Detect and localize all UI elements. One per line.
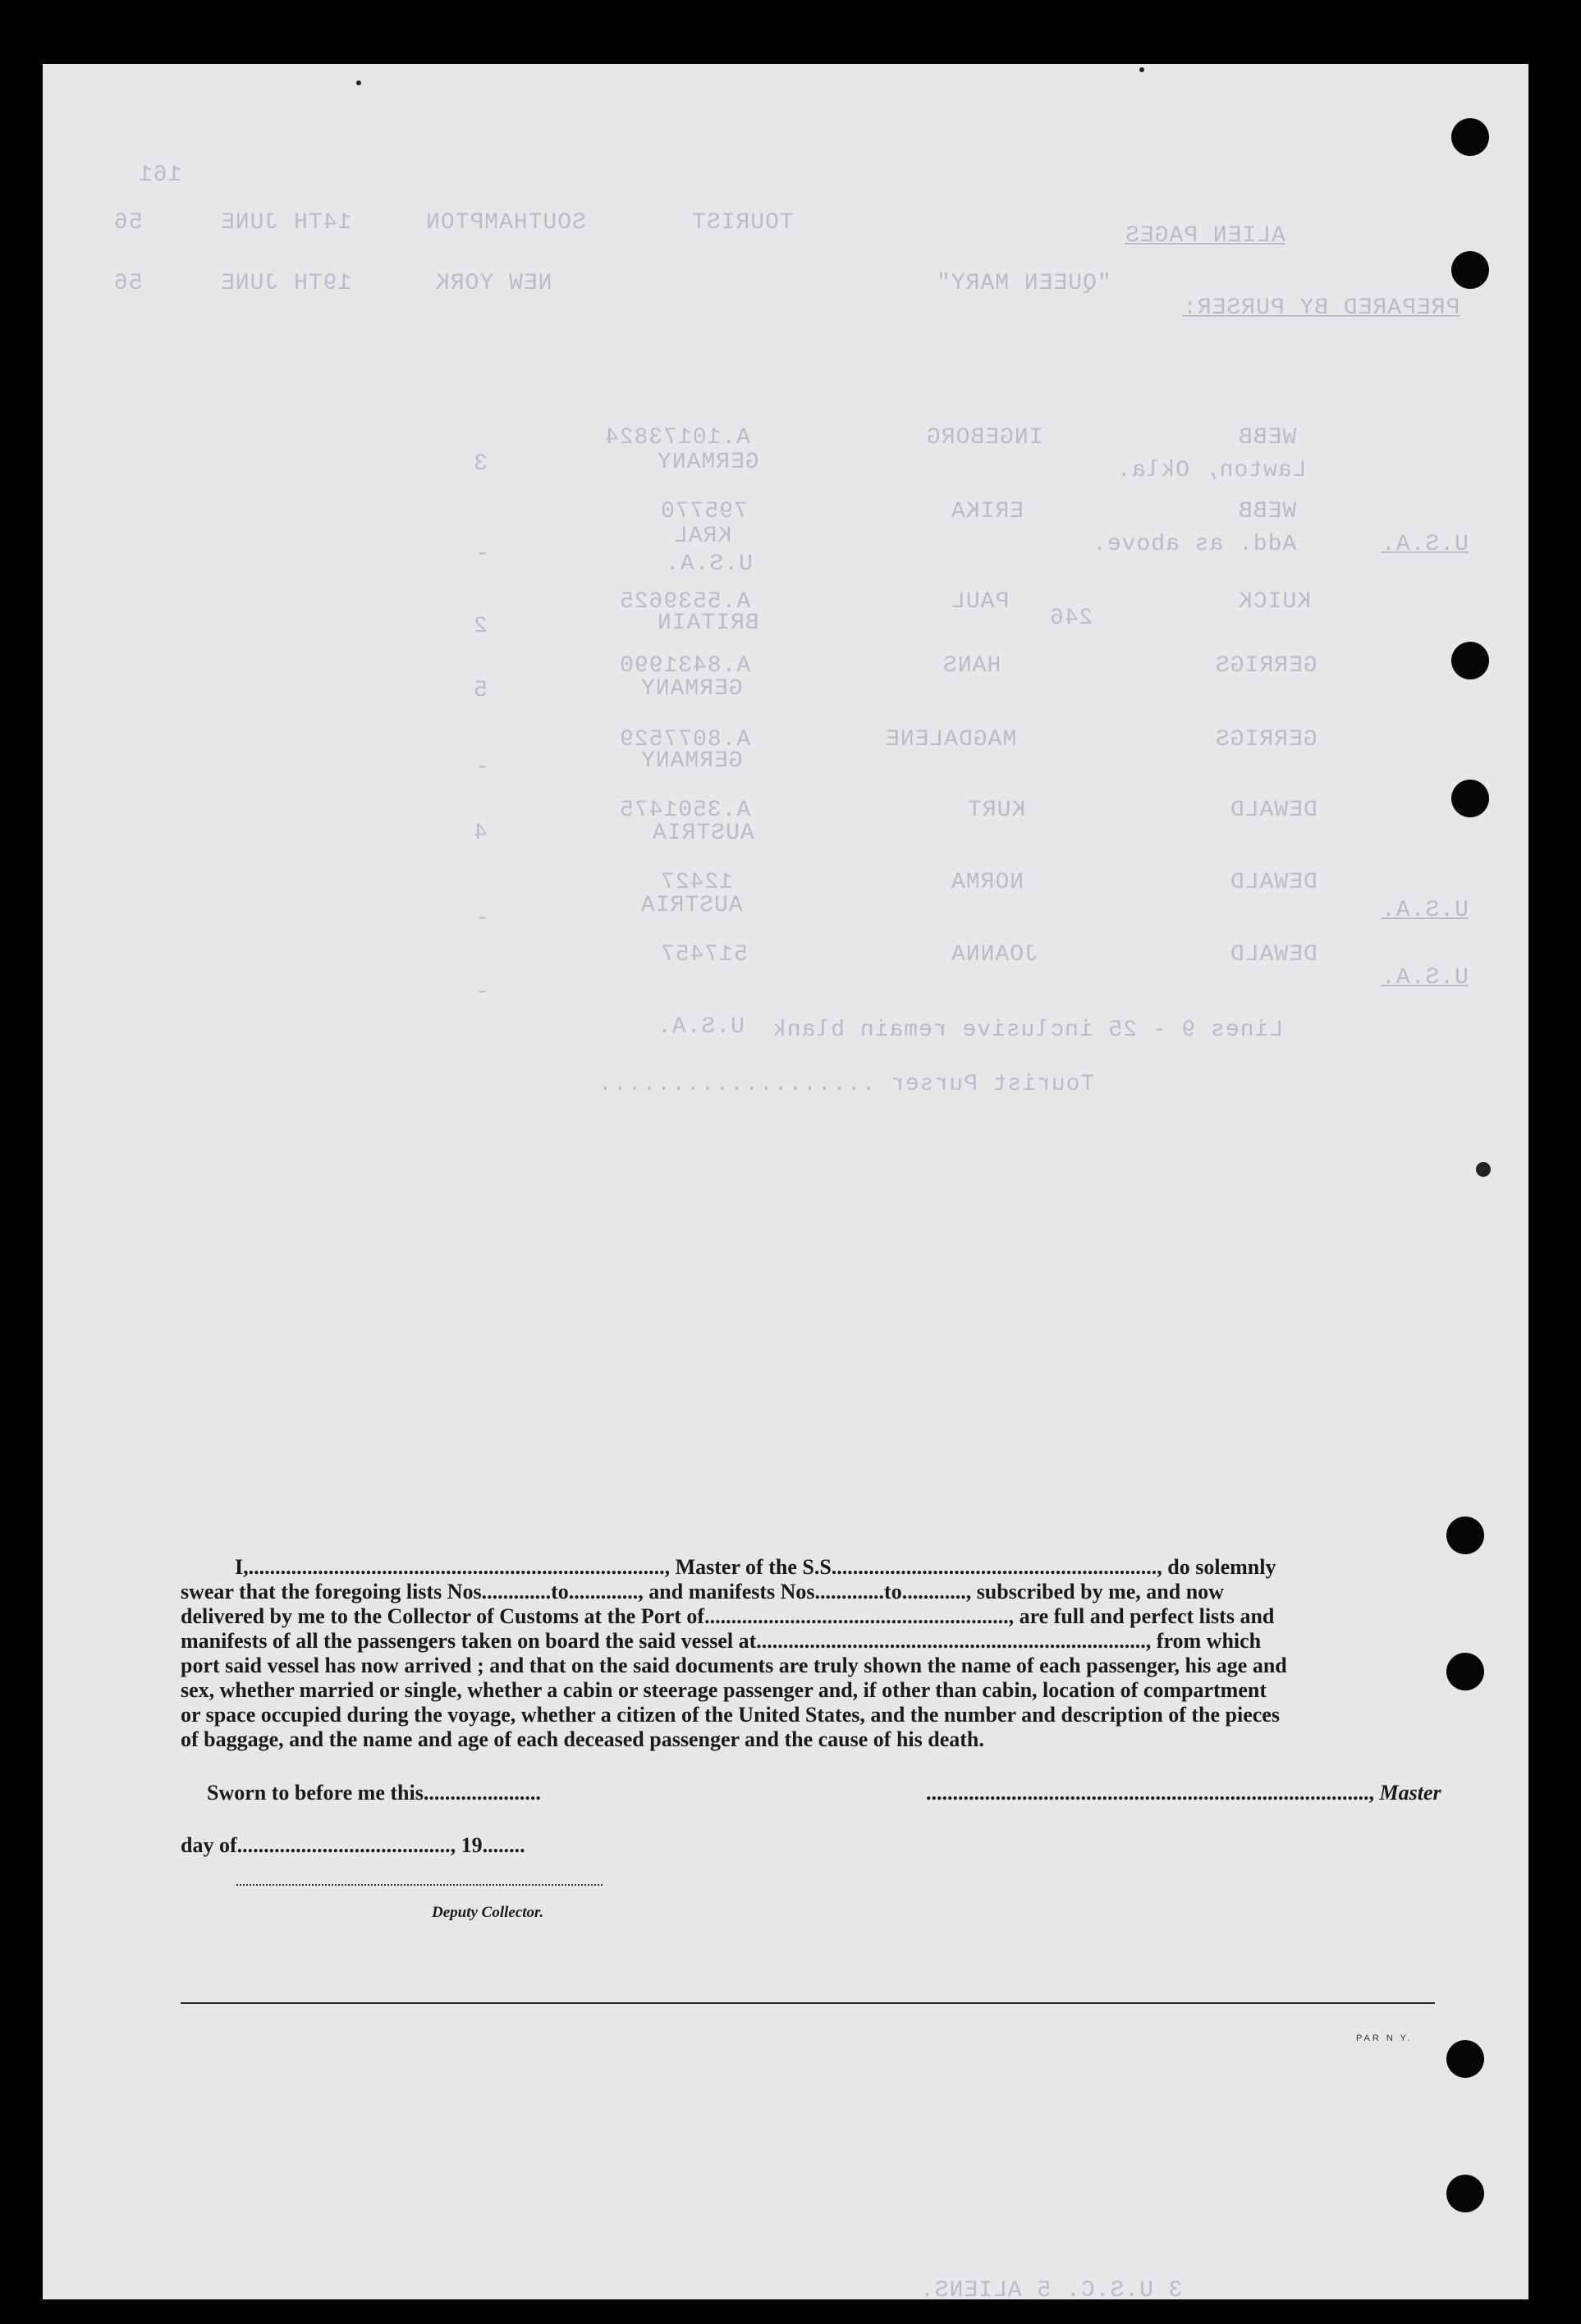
bleed-header-col2: SOUTHAMPTON	[425, 210, 586, 236]
bleed-entry-num: -	[474, 755, 489, 780]
sworn-line: Sworn to before me this......................	[207, 1781, 541, 1805]
bleed-entry-given: MAGDALENE	[885, 727, 1017, 753]
bleed-entry-country: U.S.A.	[657, 1014, 745, 1040]
punch-hole	[1451, 118, 1489, 156]
bleed-bottom-note: 3 U.S.C. 5 ALIENS.	[919, 2278, 1183, 2303]
bleed-entry-doc: 517457	[660, 942, 748, 968]
bleed-entry-country: BRITAIN	[657, 611, 759, 636]
bleed-signature-line: Tourist Purser ...................	[598, 1072, 1095, 1097]
bleed-entry-surname: GERRIGS	[1215, 653, 1318, 679]
ink-speck	[356, 80, 361, 85]
bleed-usa-mark: U.S.A.	[1381, 898, 1469, 923]
bleed-entry-doc: A.8431990	[619, 653, 751, 679]
bleed-usa-mark: U.S.A.	[1381, 965, 1469, 990]
bleed-entry-surname: DEWALD	[1230, 942, 1318, 968]
punch-hole	[1446, 2175, 1484, 2212]
bleed-entry-given: KURT	[967, 798, 1026, 823]
master-oath	[181, 1555, 1437, 1752]
bleed-entry-given: HANS	[942, 653, 1001, 679]
punch-hole	[1451, 642, 1489, 679]
punch-hole	[1451, 780, 1489, 817]
bleed-header-col3: 14TH JUNE	[220, 210, 352, 236]
bleed-entry-surname: WEBB	[1238, 425, 1297, 451]
oath-line: manifests of all the passengers taken on board the said vessel at........................................................................., from which	[181, 1629, 1262, 1653]
day-of-line: day of........................................, 19........	[181, 1833, 525, 1857]
oath-line: port said vessel has now arrived ; and that on the said documents are truly shown the name of each passenger, his age and	[181, 1654, 1287, 1677]
master-dots: ...................................................................................,	[926, 1781, 1374, 1805]
bleed-entry-country: GERMANY	[640, 748, 743, 774]
bleed-entry-num: -	[474, 542, 489, 567]
bleed-side-number: 246	[1049, 606, 1093, 631]
bleed-entry-doc: 795770	[660, 499, 748, 524]
bleed-header2-col1: "QUEEN MARY"	[936, 271, 1111, 296]
bleed-header2-col4: 56	[113, 271, 143, 296]
master-label: Master	[1379, 1781, 1441, 1805]
bleed-entry-given: PAUL	[951, 589, 1010, 615]
bleed-entry-given: INGEBORG	[926, 425, 1043, 451]
bottom-rule	[181, 2002, 1435, 2004]
ink-speck	[1476, 1162, 1491, 1177]
bleed-entry-surname: DEWALD	[1230, 870, 1318, 895]
bleed-entry-country: GERMANY	[640, 676, 743, 702]
oath-line: of baggage, and the name and age of each deceased passenger and the cause of his death.	[181, 1727, 984, 1751]
bleed-entry-surname: Lawton, Okla.	[1116, 458, 1307, 483]
bleed-entry-doc: A.3501475	[619, 798, 751, 823]
oath-line: sex, whether married or single, whether a cabin or steerage passenger and, if other than cabin, location of compartment	[181, 1678, 1267, 1702]
printer-mark: PAR N Y.	[1356, 2034, 1413, 2043]
bleed-entry-surname: WEBB	[1238, 499, 1297, 524]
bleed-entry-country: KRAL	[673, 524, 732, 549]
oath-line: or space occupied during the voyage, whether a citizen of the United States, and the number and description of the pieces	[181, 1703, 1280, 1727]
oath-line: swear that the foregoing lists Nos.............to............., and manifests Nos.............to............, subscribed by me, and now	[181, 1580, 1224, 1603]
bleed-entry-num: 4	[473, 821, 488, 846]
bleed-entry-num: 5	[473, 678, 488, 703]
deputy-collector-label: Deputy Collector.	[432, 1904, 544, 1921]
bleed-entry-num: -	[474, 906, 489, 931]
bleed-entry-country: GERMANY	[657, 450, 759, 475]
bleed-entry-doc: A.5539625	[619, 589, 751, 615]
punch-hole	[1446, 2040, 1484, 2078]
ink-speck	[1139, 67, 1144, 72]
bleed-entry-surname: GERRIGS	[1215, 727, 1318, 753]
bleed-header2-col3: 19TH JUNE	[220, 271, 352, 296]
bleed-entry-surname: KUICK	[1238, 589, 1312, 615]
oath-line: delivered by me to the Collector of Customs at the Port of........................................................., are full and perfect lists and	[181, 1604, 1275, 1628]
bleed-lines-note: Lines 9 - 25 inclusive remain blank	[772, 1018, 1284, 1043]
punch-hole	[1446, 1653, 1484, 1690]
bleed-entry-doc: A.8077529	[619, 727, 751, 753]
bleed-title: ALIEN PAGES	[1125, 223, 1285, 249]
bleed-entry-surname: DEWALD	[1230, 798, 1318, 823]
oath-line: I,.............................................................................., Master of the S.S............................................................., do solemnly	[235, 1555, 1276, 1579]
bleed-header-col4: 56	[113, 210, 143, 236]
deputy-signature-line	[236, 1884, 603, 1886]
bleed-entry-country: AUSTRIA	[640, 893, 743, 918]
bleed-entry-num: -	[474, 980, 489, 1005]
bleed-entry-doc: 12427	[660, 870, 734, 895]
bleed-entry-num: 2	[473, 614, 488, 639]
bleed-usa-mark: U.S.A.	[1381, 532, 1469, 557]
bleed-entry-surname: Add. as above.	[1092, 532, 1297, 557]
bleed-prepared-by: PREPARED BY PURSER:	[1182, 295, 1460, 321]
master-signature-line	[926, 1781, 1441, 1805]
bleed-entry-doc: A.10173824	[604, 425, 751, 451]
bleed-entry-country: U.S.A.	[665, 551, 753, 577]
punch-hole	[1446, 1517, 1484, 1554]
bleed-entry-given: NORMA	[951, 870, 1024, 895]
punch-hole	[1451, 251, 1489, 289]
manifest-page	[43, 64, 1528, 2299]
bleed-entry-num: 3	[473, 451, 488, 477]
bleed-entry-given: JOANNA	[951, 942, 1038, 968]
bleed-number-top: 161	[138, 162, 182, 188]
bleed-entry-given: ERIKA	[951, 499, 1024, 524]
bleed-header-col1: TOURIST	[691, 210, 794, 236]
bleed-header2-col2: NEW YORK	[435, 271, 552, 296]
bleed-entry-country: AUSTRIA	[652, 821, 754, 846]
